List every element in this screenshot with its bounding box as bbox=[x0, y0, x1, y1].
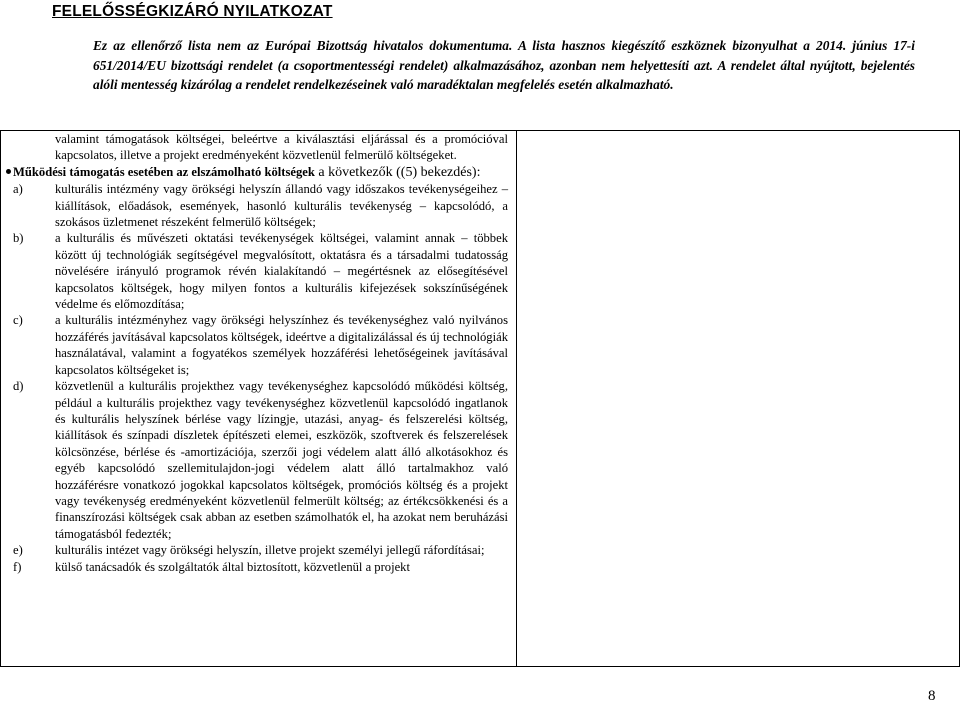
item-text: külső tanácsadók és szolgáltatók által biztosított, közvetlenül a projekt bbox=[55, 559, 410, 574]
item-label: e) bbox=[13, 543, 23, 558]
list-item bbox=[13, 181, 508, 230]
item-label: c) bbox=[13, 313, 23, 328]
list-item bbox=[13, 542, 508, 558]
bullet-icon bbox=[6, 169, 11, 174]
disclaimer-text: Ez az ellenőrző lista nem az Európai Bizottság hivatalos dokumentuma. A lista hasznos kiegészítő eszköznek bizonyulhat a 2014. június 17-i 651/2014/EU bizottsági rendelet (a csoportmentességi rendelet) alkalmazásához, azonban nem helyettesíti azt. A rendelet által nyújtott, bejelentés alóli mentesség kizárólag a rendelet rendelkezéseinek való maradéktalan megfelelés esetén alkalmazható. bbox=[93, 38, 915, 92]
item-label: b) bbox=[13, 231, 24, 246]
table-cell-eligible-costs bbox=[13, 131, 508, 575]
item-label: a) bbox=[13, 182, 23, 197]
table-divider bbox=[516, 130, 517, 666]
item-label: f) bbox=[13, 559, 22, 574]
table-border-left bbox=[0, 130, 1, 666]
item-text: a kulturális intézményhez vagy örökségi helyszínhez és tevékenységhez való nyilvános hozzáférés javításával kapcsolatos költségek, ideértve a digitalizálással és új technológiák használatával, valamint a fogyatékos személyek hozzáférési lehetőségeinek javításával kapcsolatos költségeket is; bbox=[55, 313, 508, 377]
list-item bbox=[13, 378, 508, 542]
list-item bbox=[13, 559, 508, 575]
bullet-rest-text: a következők ((5) bekezdés): bbox=[314, 164, 481, 180]
item-text: kulturális intézmény vagy örökségi helyszín állandó vagy időszakos tevékenységeihez – kiállítások, előadások, események, hasonló kulturális tevékenység – kapcsolódó, a szokásos üzletmenet részeként felmerülő költségek; bbox=[55, 182, 508, 230]
continuation-paragraph: valamint támogatások költségei, beleértve a kiválasztási eljárással és a promócióval kapcsolatos, illetve a projekt eredményeként közvetlenül felmerülő költségeket. bbox=[55, 132, 508, 163]
item-text: közvetlenül a kulturális projekthez vagy tevékenységhez kapcsolódó működési költség, például a kulturális projekthez vagy tevékenységhez közvetlenül kapcsolódó ingatlanok és kulturális helyszínek bérlése vagy lízingje, utazási, anyag- és felszerelési költség, kiállítások és színpadi díszletek építészeti elemei, eszközök, szoftverek és felszerelések kölcsönzése, bérlése és -amortizációja, szerzői jogi védelem alatt álló alkotásokhoz és egyéb kapcsolódó szellemitulajdon-jogi védelem alatt álló tartalmakhoz való hozzáférésre vonatkozó jogokkal kapcsolatos költségek, promóciós költség és a projekt vagy tevékenység eredményeként közvetlenül felmerült költség; az értékcsökkenési és a finanszírozási költségek csak abban az esetben számolhatók el, ha azokat nem beruházási támogatásból fedezték; bbox=[55, 379, 508, 541]
list-item bbox=[13, 230, 508, 312]
page-title: FELELŐSSÉGKIZÁRÓ NYILATKOZAT bbox=[52, 3, 333, 20]
page-number: 8 bbox=[928, 688, 936, 704]
bullet-bold-text: Működési támogatás esetében az elszámolható költségek bbox=[13, 164, 315, 179]
operating-aid-bullet bbox=[13, 164, 508, 181]
item-text: a kulturális és művészeti oktatási tevékenységek költségei, valamint annak – többek között új technológiák segítségével megvalósított, oktatásra és a társadalmi tudatosság növelésére irányuló programok révén kialakítandó – megértésnek az elősegítésével kapcsolatos költségek, hogy milyen fontos a kulturális kifejezések sokszínűségének védelme és előmozdítása; bbox=[55, 231, 508, 312]
list-item bbox=[13, 312, 508, 378]
item-label: d) bbox=[13, 379, 24, 394]
item-text: kulturális intézet vagy örökségi helyszín, illetve projekt személyi jellegű ráfordításai; bbox=[55, 543, 485, 558]
